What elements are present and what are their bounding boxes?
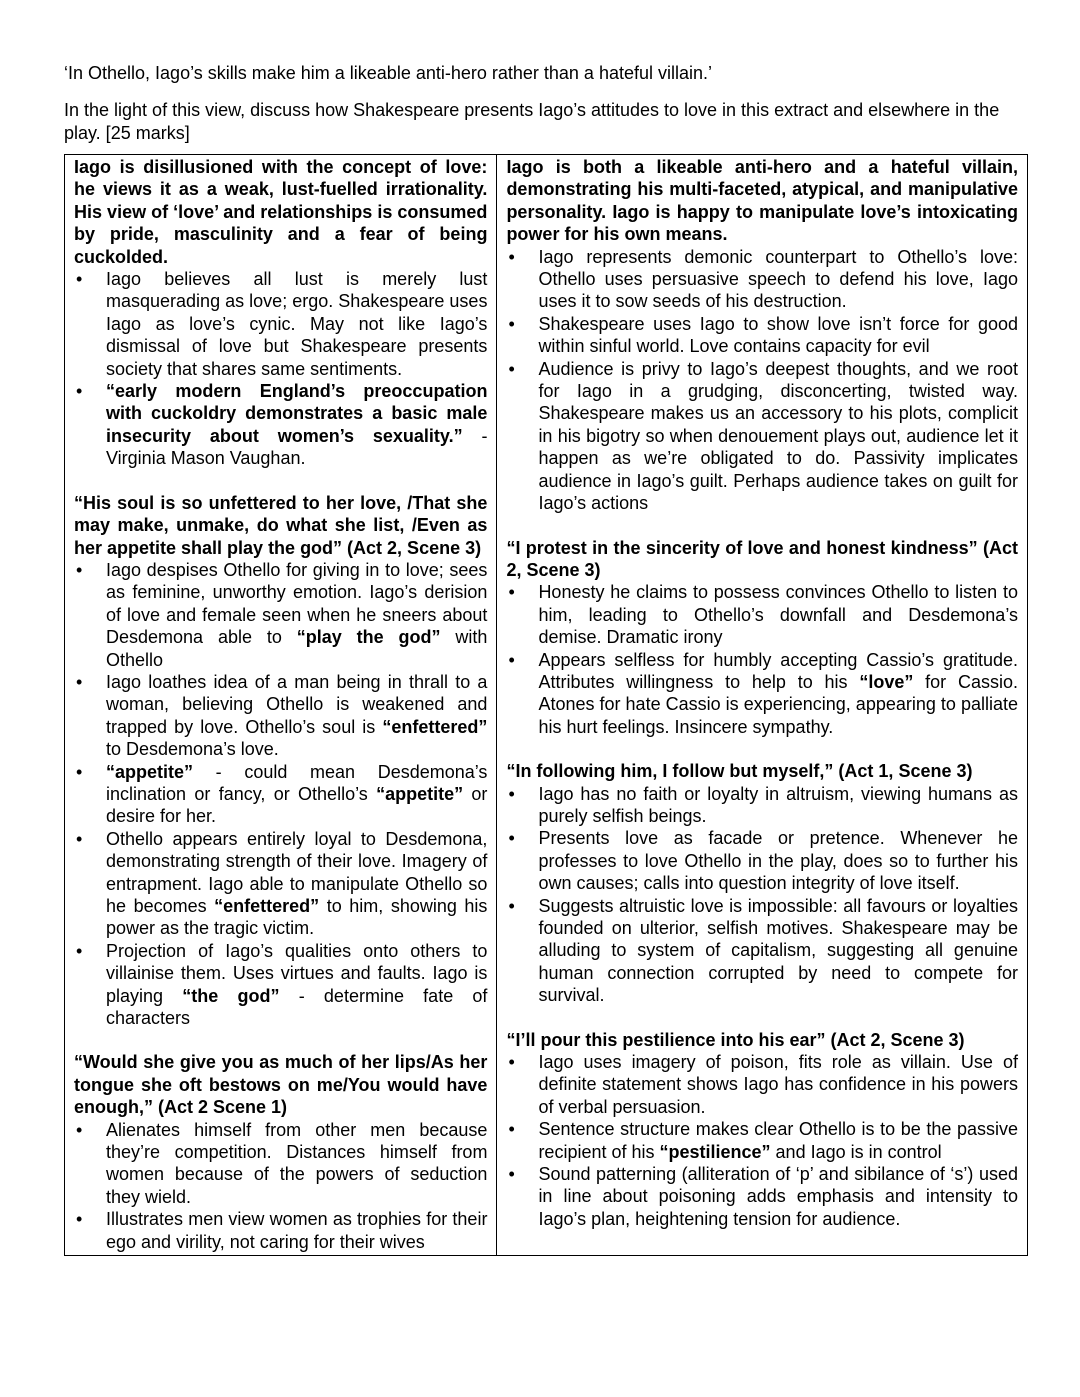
essay-quote: ‘In Othello, Iago’s skills make him a likeable anti-hero rather than a hateful villain.’: [64, 63, 712, 83]
bullet-point: [74, 940, 487, 1030]
bullet-point: [506, 1163, 1018, 1230]
point-text: - could mean Desdemona’s inclination or fancy, or Othello’s: [106, 761, 488, 804]
block-heading: “His soul is so unfettered to her love, /That she may make, unmake, do what she list, /Even as her appetite shall play the god” (Act 2, Scene 3): [74, 492, 488, 558]
point-text: with Othello: [106, 627, 488, 670]
bullet-point: [74, 1119, 487, 1209]
point-text: to Desdemona’s love.: [106, 739, 279, 760]
point-quote: “love”: [859, 671, 914, 692]
bullet-point: [506, 783, 1018, 828]
block-heading: “I protest in the sincerity of love and honest kindness” (Act 2, Scene 3): [506, 537, 1018, 580]
point-text: Othello appears entirely loyal to Desdemona, demonstrating strength of their love. Imagery of entrapment. Iago able to manipulate Othello so he becomes: [106, 828, 488, 916]
bullet-list: [74, 1119, 487, 1253]
bullet-point: [74, 380, 487, 470]
bullet-point: [74, 1208, 487, 1253]
note-block: [74, 492, 487, 1030]
bullet-list: [74, 559, 487, 1030]
point-quote: “pestilience”: [659, 1141, 771, 1162]
point-text: Alienates himself from other men because they’re competition. Distances himself from women because of the powers of seduction they wield.: [106, 1119, 488, 1207]
note-block: [506, 156, 1018, 515]
point-text: - determine fate of characters: [106, 985, 488, 1029]
note-block: [506, 537, 1018, 739]
bullet-list: [506, 783, 1018, 1007]
point-text: Sentence structure makes clear Othello is to be the passive recipient of his: [538, 1119, 1018, 1162]
point-quote: “appetite”: [106, 761, 194, 782]
bullet-point: [506, 649, 1018, 739]
point-text: Iago believes all lust is merely lust masquerading as love; ergo. Shakespeare uses Iago as love’s cynic. May not like Iago’s dismissal of love but Shakespeare presents society that shares same sentiments.: [106, 269, 488, 379]
point-text: to him, showing his power as the tragic victim.: [106, 896, 488, 939]
point-quote: “enfettered”: [382, 716, 488, 737]
point-quote: “play the god”: [296, 627, 441, 648]
bullet-point: [506, 895, 1018, 1007]
point-text: Sound patterning (alliteration of ‘p’ and sibilance of ‘s’) used in line about poisoning adds emphasis and intensity to Iago’s plan, heightening tension for audience.: [538, 1164, 1018, 1229]
point-text: Iago has no faith or loyalty in altruism, viewing humans as purely selfish beings.: [538, 783, 1018, 826]
bullet-list: [506, 246, 1018, 515]
point-text: Iago despises Othello for giving in to love; sees as feminine, unworthy emotion. Iago’s derision of love and female seen when he sneers about Desdemona able to: [106, 559, 488, 648]
bullet-point: [506, 827, 1018, 894]
note-block: [506, 760, 1018, 1006]
bullet-point: [74, 761, 487, 828]
bullet-point: [74, 559, 487, 671]
bullet-list: [74, 268, 487, 470]
block-heading: “Would she give you as much of her lips/As her tongue she oft bestows on me/You would have enough,” (Act 2 Scene 1): [74, 1052, 488, 1118]
point-text: Illustrates men view women as trophies for their ego and virility, not caring for their wives: [106, 1209, 488, 1252]
point-text: Iago uses imagery of poison, fits role as villain. Use of definite statement shows Iago has confidence in his powers of verbal persuasion.: [538, 1052, 1018, 1117]
note-block: [506, 1029, 1018, 1231]
bullet-list: [506, 581, 1018, 738]
point-text: Honesty he claims to possess convinces Othello to listen to him, leading to Othello’s downfall and Desdemona’s demise. Dramatic irony: [538, 582, 1018, 648]
right-column: [497, 155, 1028, 1256]
point-text: and Iago is in control: [770, 1141, 942, 1162]
note-block: [74, 1051, 487, 1253]
bullet-point: [506, 1118, 1018, 1163]
point-quote: “the god”: [182, 985, 280, 1006]
point-text: Suggests altruistic love is impossible: all favours or loyalties founded on ulterior, selfish motives. Shakespeare may be alluding to system of capitalism, suggesting all genuine human connection corrupted by need to compete for survival.: [538, 895, 1018, 1006]
point-text: - Virginia Mason Vaughan.: [106, 425, 488, 469]
bullet-point: [506, 246, 1018, 313]
point-quote: “appetite”: [376, 783, 464, 804]
notes-table: [64, 154, 1028, 1256]
point-text: Shakespeare uses Iago to show love isn’t force for good within sinful world. Love contains capacity for evil: [538, 313, 1018, 357]
point-text: Appears selfless for humbly accepting Cassio’s gratitude. Attributes willingness to help to his: [538, 649, 1018, 692]
point-text: Iago loathes idea of a man being in thrall to a woman, believing Othello is weakened and trapped by love. Othello’s soul is: [106, 671, 488, 737]
block-heading: “I’ll pour this pestilience into his ear” (Act 2, Scene 3): [506, 1029, 965, 1050]
block-heading: “In following him, I follow but myself,” (Act 1, Scene 3): [506, 761, 973, 782]
document-page: [64, 62, 1028, 1256]
point-text: Iago represents demonic counterpart to Othello’s love: Othello uses persuasive speech to defend his love, Iago uses it to sow seeds of his destruction.: [538, 246, 1018, 312]
block-heading: Iago is disillusioned with the concept of love: he views it as a weak, lust-fuelled irrationality. His view of ‘love’ and relationships is consumed by pride, masculinity and a fear of being cuckolded.: [74, 157, 488, 267]
bullet-point: [506, 1051, 1018, 1118]
block-heading: Iago is both a likeable anti-hero and a hateful villain, demonstrating his multi-faceted, atypical, and manipulative personality. Iago is happy to manipulate love’s intoxicating power for his own means.: [506, 157, 1018, 245]
bullet-point: [506, 313, 1018, 358]
bullet-point: [506, 581, 1018, 648]
point-quote: “enfettered”: [214, 896, 320, 916]
point-text: Projection of Iago’s qualities onto others to villainise them. Uses virtues and faults. Iago is playing: [106, 940, 488, 1006]
essay-question: In the light of this view, discuss how Shakespeare presents Iago’s attitudes to love in this extract and elsewhere in the play. [25 marks]: [64, 100, 1000, 143]
point-text: or desire for her.: [106, 783, 488, 827]
point-text: Presents love as facade or pretence. Whenever he professes to love Othello in the play, does so to further his own causes; calls into question integrity of love itself.: [538, 828, 1018, 894]
point-quote: “early modern England’s preoccupation with cuckoldry demonstrates a basic male insecurity about women’s sexuality.”: [106, 381, 488, 446]
bullet-list: [506, 1051, 1018, 1230]
notes-row: [65, 155, 1028, 1256]
bullet-point: [74, 671, 487, 761]
bullet-point: [74, 828, 487, 940]
point-text: for Cassio. Atones for hate Cassio is experiencing, appearing to palliate his hurt feelings. Insincere sympathy.: [538, 671, 1018, 737]
bullet-point: [506, 358, 1018, 515]
bullet-point: [74, 268, 487, 380]
left-column: [65, 155, 497, 1256]
point-text: Audience is privy to Iago’s deepest thoughts, and we root for Iago in a grudging, disconcerting, twisted way. Shakespeare makes us an accessory to his plots, complicit in his bigotry so when denouement plays out, audience let it happen as we’re obligated to do. Passivity implicates audience in Iago’s guilt. Perhaps audience takes on guilt for Iago’s actions: [538, 358, 1018, 514]
note-block: [74, 156, 487, 470]
